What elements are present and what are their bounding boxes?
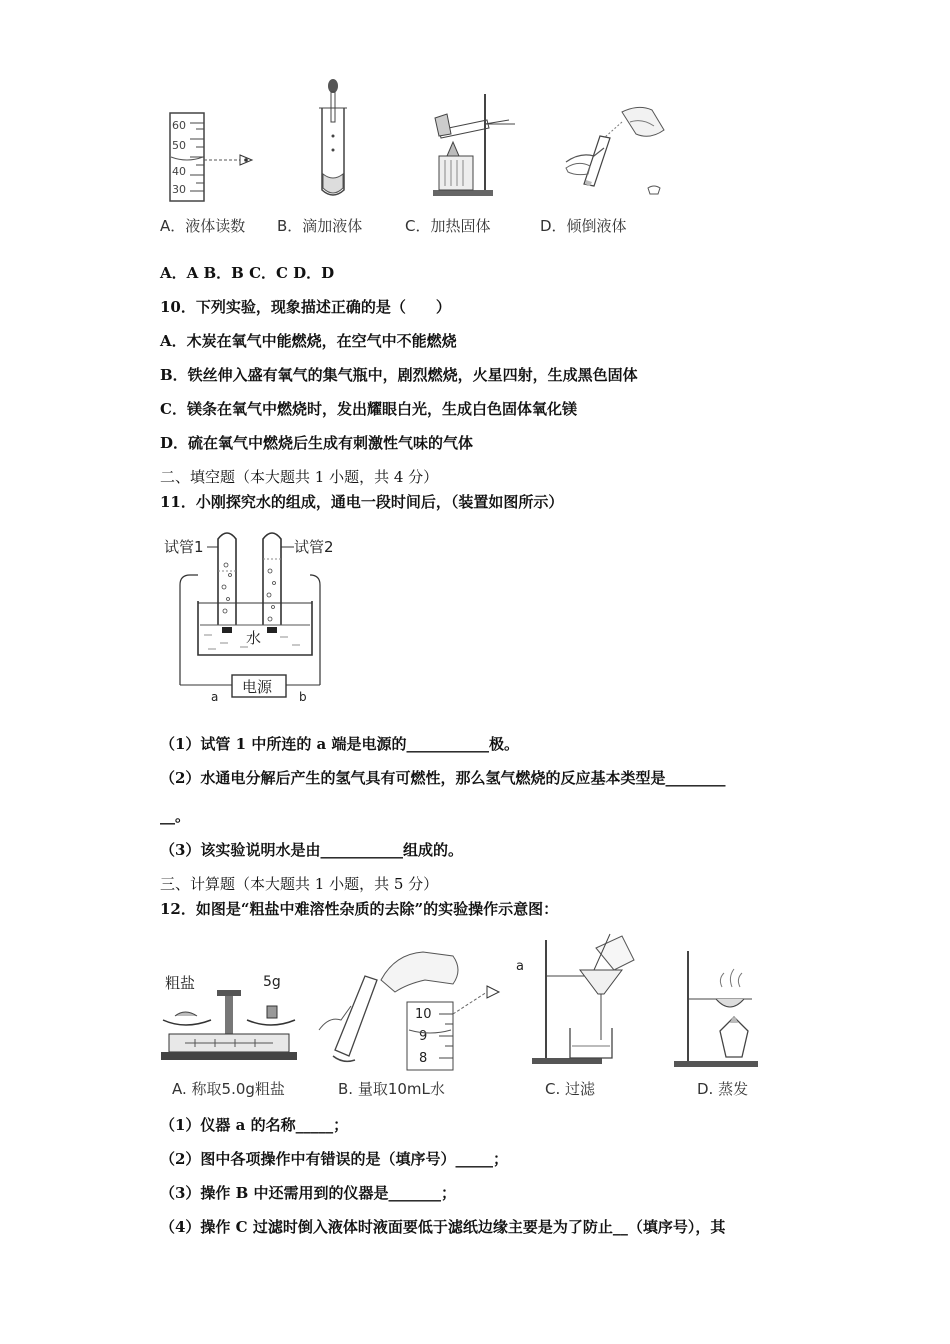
q9-figure-heating <box>425 90 525 200</box>
salt-label: 粗盐 <box>165 974 196 992</box>
q12-caption-d: D. 蒸发 <box>697 1080 749 1098</box>
q12-part3: （3）操作 B 中还需用到的仪器是_______； <box>160 1184 457 1202</box>
q12-part4: （4）操作 C 过滤时倒入液体时液面要低于滤纸边缘主要是为了防止__（填序号），其 <box>160 1218 726 1236</box>
q12-figure-balance <box>155 960 305 1075</box>
q12-figure-filtration <box>510 930 650 1070</box>
cylinder-tick-30: 30 <box>172 183 186 196</box>
cylinder-8: 8 <box>419 1051 428 1066</box>
weight-label: 5g <box>263 974 281 990</box>
section3-title: 三、计算题（本大题共 1 小题，共 5 分） <box>160 875 439 893</box>
q12-caption-b: B. 量取10mL水 <box>338 1080 445 1098</box>
q12-stem: 12．如图是“粗盐中难溶性杂质的去除”的实验操作示意图： <box>160 900 559 918</box>
q12-caption-a: A. 称取5.0g粗盐 <box>172 1080 285 1098</box>
q9-figure-dropper <box>310 78 360 203</box>
cylinder-10: 10 <box>415 1007 432 1022</box>
q12-part1: （1）仪器 a 的名称_____； <box>160 1116 349 1134</box>
q9-caption-d: D．倾倒液体 <box>540 217 627 235</box>
q9-figure-pouring <box>560 100 675 200</box>
terminal-a-label: a <box>211 690 219 704</box>
cylinder-tick-60: 60 <box>172 119 186 132</box>
terminal-b-label: b <box>299 690 307 704</box>
power-supply-label: 电源 <box>242 678 273 696</box>
q9-figure-cylinder <box>160 105 270 205</box>
q10-stem: 10．下列实验，现象描述正确的是（ ） <box>160 298 451 316</box>
q9-caption-c: C．加热固体 <box>405 217 491 235</box>
q12-caption-c: C. 过滤 <box>545 1080 596 1098</box>
q11-part2-cont: __。 <box>160 807 191 825</box>
q12-part2: （2）图中各项操作中有错误的是（填序号）_____； <box>160 1150 508 1168</box>
q12-figure-evaporation <box>660 945 780 1070</box>
q10-option-d: D．硫在氧气中燃烧后生成有刺激性气味的气体 <box>160 434 474 452</box>
q10-option-c: C．镁条在氧气中燃烧时，发出耀眼白光，生成白色固体氧化镁 <box>160 400 577 418</box>
q11-part2: （2）水通电分解后产生的氢气具有可燃性，那么氢气燃烧的反应基本类型是________ <box>160 769 726 787</box>
tube1-label: 试管1 <box>164 538 204 556</box>
instrument-a-label: a <box>516 959 524 974</box>
q11-part3: （3）该实验说明水是由___________组成的。 <box>160 841 463 859</box>
q9-caption-a: A．液体读数 <box>160 217 246 235</box>
q11-stem: 11．小刚探究水的组成，通电一段时间后，（装置如图所示） <box>160 493 564 511</box>
q9-options: A．A B．B C．C D．D <box>160 264 335 282</box>
q12-figure-measuring <box>315 940 505 1075</box>
q9-caption-b: B．滴加液体 <box>277 217 363 235</box>
q11-part1: （1）试管 1 中所连的 a 端是电源的___________极。 <box>160 735 519 753</box>
q11-electrolysis-figure <box>160 525 340 705</box>
q10-option-b: B．铁丝伸入盛有氧气的集气瓶中，剧烈燃烧，火星四射，生成黑色固体 <box>160 366 638 384</box>
q10-option-a: A．木炭在氧气中能燃烧，在空气中不能燃烧 <box>160 332 457 350</box>
cylinder-tick-40: 40 <box>172 165 186 178</box>
tube2-label: 试管2 <box>294 538 334 556</box>
water-label: 水 <box>246 629 262 647</box>
cylinder-9: 9 <box>419 1029 428 1044</box>
cylinder-tick-50: 50 <box>172 139 186 152</box>
section2-title: 二、填空题（本大题共 1 小题，共 4 分） <box>160 468 439 486</box>
